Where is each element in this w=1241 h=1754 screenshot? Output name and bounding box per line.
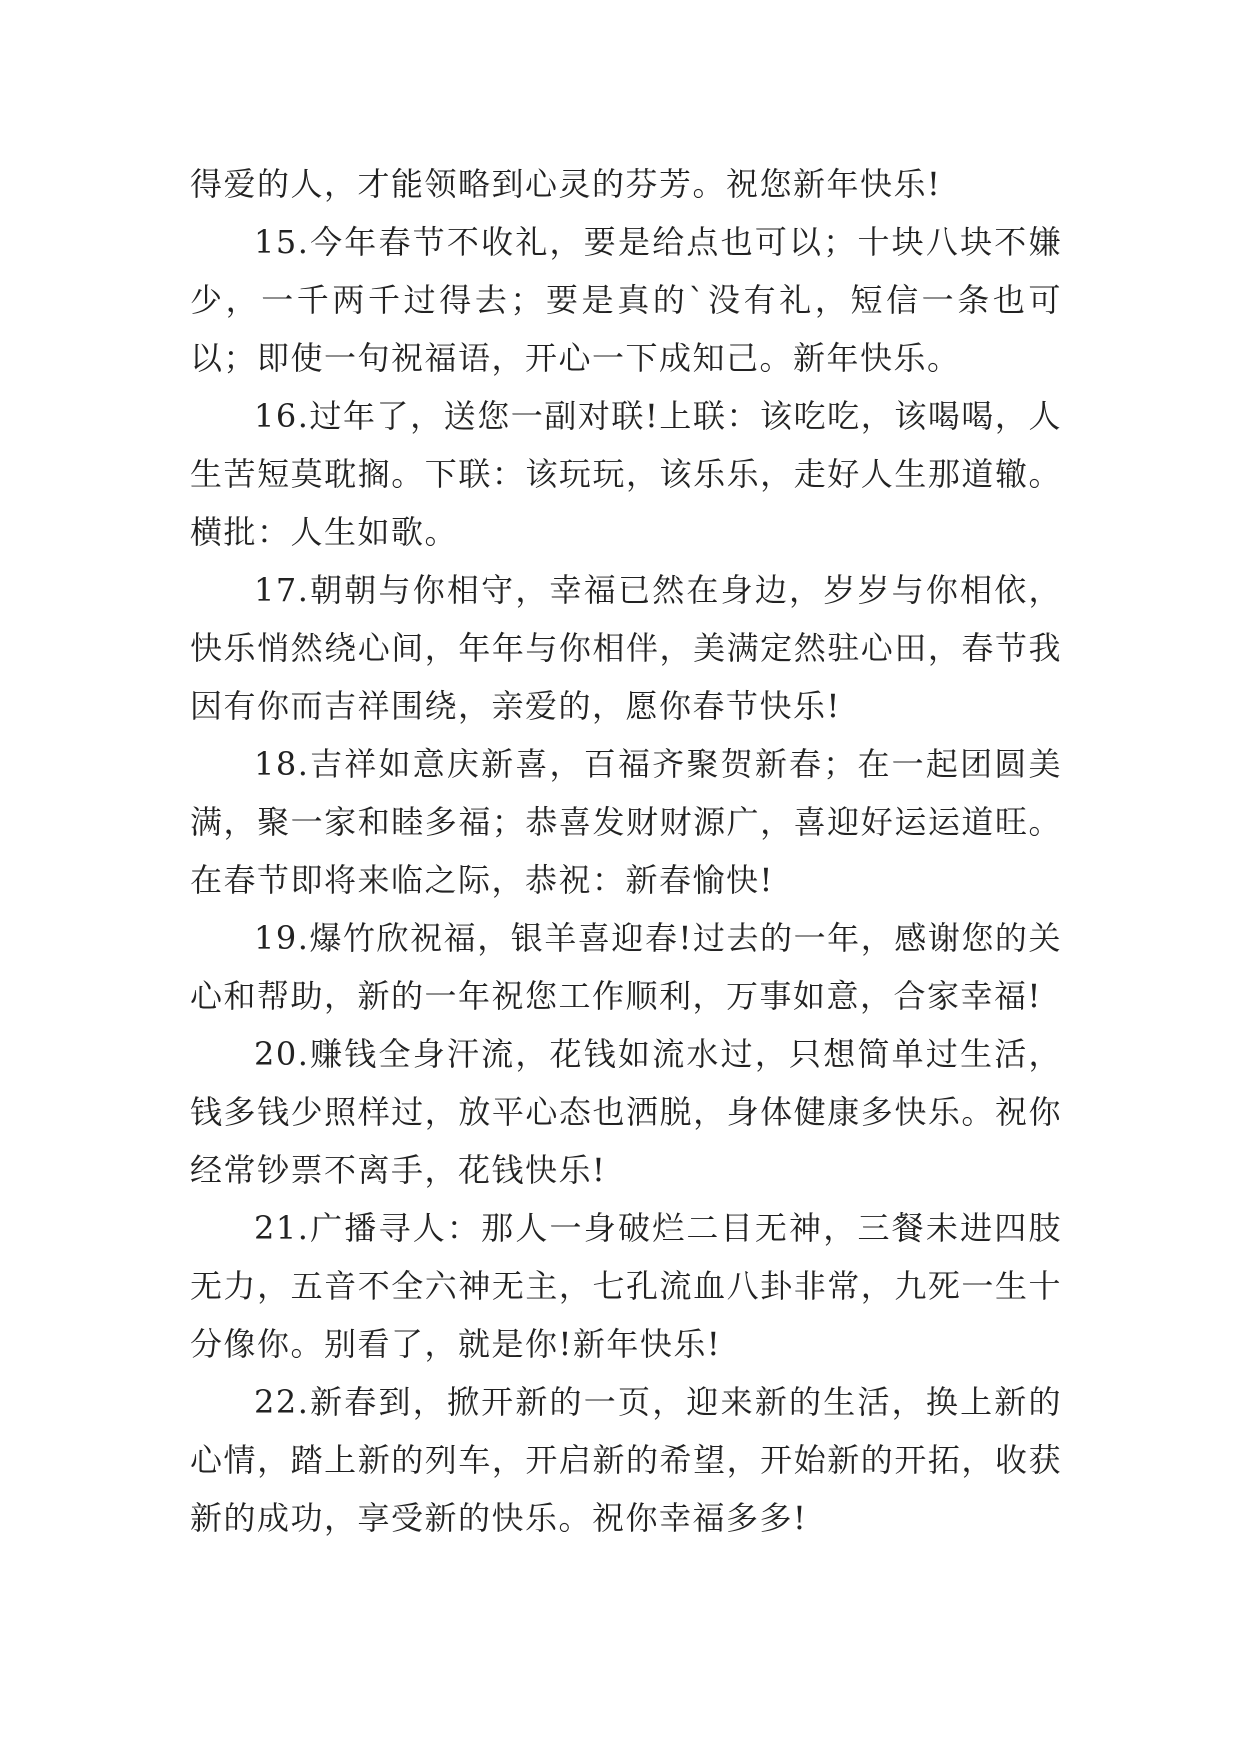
paragraph-21: 21.广播寻人：那人一身破烂二目无神，三餐未进四肢无力，五音不全六神无主，七孔流血八卦非常，九死一生十分像你。别看了，就是你!新年快乐! [190,1209,1062,1363]
paragraph-15: 15.今年春节不收礼，要是给点也可以；十块八块不嫌少，一千两千过得去；要是真的`没有礼，短信一条也可以；即使一句祝福语，开心一下成知己。新年快乐。 [190,223,1062,377]
document-body [190,155,1062,1547]
paragraph-20: 20.赚钱全身汗流，花钱如流水过，只想简单过生活，钱多钱少照样过，放平心态也洒脱，身体健康多快乐。祝你经常钞票不离手，花钱快乐! [190,1035,1062,1189]
paragraph-continued: 得爱的人，才能领略到心灵的芬芳。祝您新年快乐! [190,165,942,203]
paragraph-16: 16.过年了，送您一副对联!上联：该吃吃，该喝喝，人生苦短莫耽搁。下联：该玩玩，该乐乐，走好人生那道辙。横批：人生如歌。 [190,397,1062,551]
paragraph-18: 18.吉祥如意庆新喜，百福齐聚贺新春；在一起团圆美满，聚一家和睦多福；恭喜发财财源广，喜迎好运运道旺。在春节即将来临之际，恭祝：新春愉快! [190,745,1062,899]
paragraph-19: 19.爆竹欣祝福，银羊喜迎春!过去的一年，感谢您的关心和帮助，新的一年祝您工作顺利，万事如意，合家幸福! [190,919,1062,1015]
paragraph-17: 17.朝朝与你相守，幸福已然在身边，岁岁与你相依，快乐悄然绕心间，年年与你相伴，美满定然驻心田，春节我因有你而吉祥围绕，亲爱的，愿你春节快乐! [190,571,1062,725]
paragraph-22: 22.新春到，掀开新的一页，迎来新的生活，换上新的心情，踏上新的列车，开启新的希望，开始新的开拓，收获新的成功，享受新的快乐。祝你幸福多多! [190,1383,1062,1537]
